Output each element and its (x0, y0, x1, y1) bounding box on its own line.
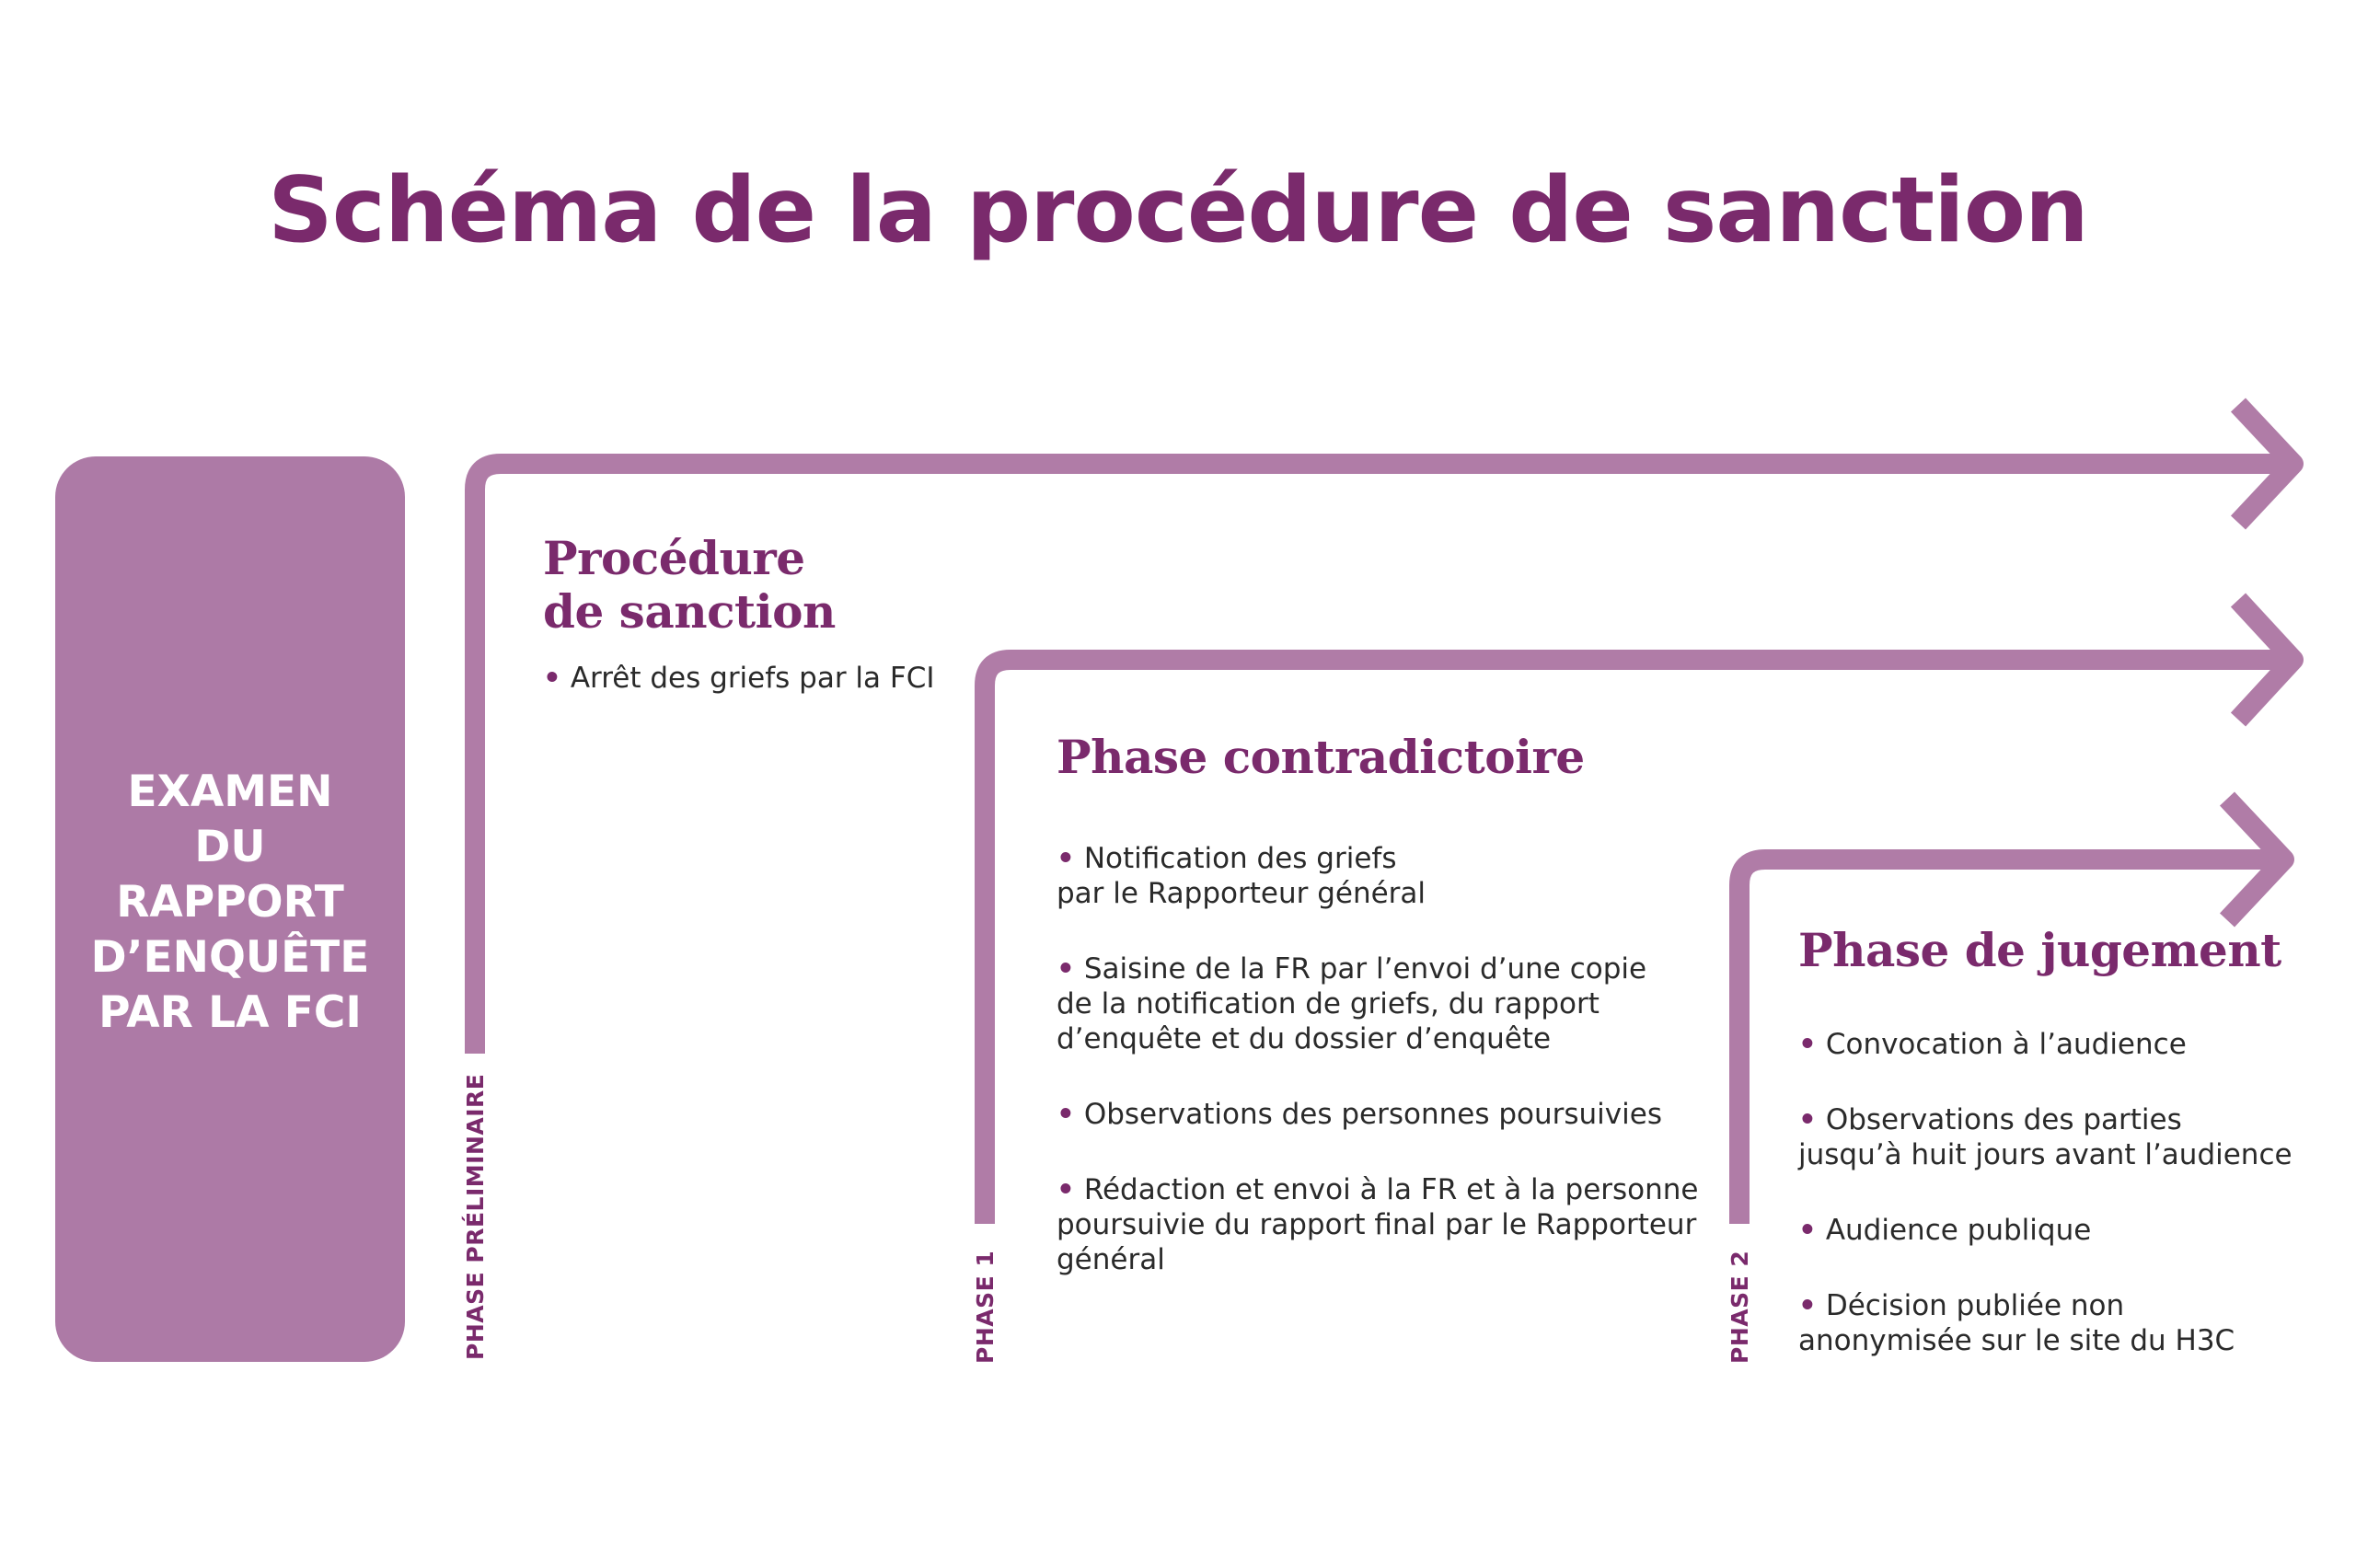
bullet-dot: • (1798, 1028, 1817, 1061)
bullet-text: Audience publique (1825, 1214, 2092, 1247)
exam-box-line: RAPPORT (116, 877, 344, 928)
exam-box-line: EXAMEN (127, 767, 333, 817)
bullet-item (1798, 1213, 2292, 1248)
bullet-item (543, 661, 935, 696)
phase-label-1: PHASE 1 (972, 1250, 999, 1364)
bullet-item (1798, 1102, 2292, 1172)
bullet-text: Notification des griefs par le Rapporteur général (1057, 842, 1426, 910)
bullet-dot: • (1057, 1098, 1075, 1131)
phase-label-2: PHASE 2 (1727, 1250, 1753, 1364)
section-title-line: Phase de jugement (1798, 923, 2281, 977)
bullet-text: Décision publiée non anonymisée sur le site du H3C (1798, 1289, 2235, 1357)
procedure-bullets (543, 661, 935, 701)
bullet-dot: • (1057, 842, 1075, 875)
bullet-dot: • (1057, 1173, 1075, 1206)
section-title-line: Phase contradictoire (1057, 730, 1585, 784)
section-title-procedure (543, 532, 836, 639)
bullet-text: Observations des parties jusqu’à huit jours avant l’audience (1798, 1103, 2292, 1171)
exam-box (55, 456, 405, 1362)
exam-box-line: D’ENQUÊTE (90, 932, 370, 983)
bullet-item (1057, 841, 1699, 911)
section-title-contradictoire (1057, 731, 1585, 784)
bullet-dot: • (543, 662, 561, 695)
exam-box-line: DU (194, 822, 266, 872)
section-title-line: Procédure (543, 531, 805, 585)
bullet-item (1798, 1027, 2292, 1062)
bullet-dot: • (1798, 1103, 1817, 1136)
exam-box-text (91, 765, 370, 1041)
section-title-jugement (1798, 924, 2281, 977)
bullet-text: Rédaction et envoi à la FR et à la personne poursuivie du rapport final par le Rapporteur général (1057, 1173, 1699, 1276)
phase-label-preliminary: PHASE PRÉLIMINAIRE (462, 1073, 489, 1360)
section-title-line: de sanction (543, 584, 836, 639)
diagram-title: Schéma de la procédure de sanction (268, 158, 2088, 263)
jugement-bullets (1798, 992, 2292, 1399)
bullet-text: Convocation à l’audience (1825, 1028, 2187, 1061)
bullet-item (1057, 1172, 1699, 1277)
bullet-text: Arrêt des griefs par la FCI (570, 662, 935, 695)
bullet-item (1798, 1288, 2292, 1358)
contradictoire-bullets (1057, 806, 1699, 1318)
bullet-dot: • (1798, 1214, 1817, 1247)
exam-box-line: PAR LA FCI (98, 987, 362, 1038)
bullet-item (1057, 1097, 1699, 1132)
bullet-text: Observations des personnes poursuivies (1083, 1098, 1662, 1131)
bullet-dot: • (1057, 952, 1075, 986)
bullet-text: Saisine de la FR par l’envoi d’une copie de la notification de griefs, du rapport d’enquête et du dossier d’enquête (1057, 952, 1647, 1055)
bullet-item (1057, 951, 1699, 1056)
bullet-dot: • (1798, 1289, 1817, 1322)
